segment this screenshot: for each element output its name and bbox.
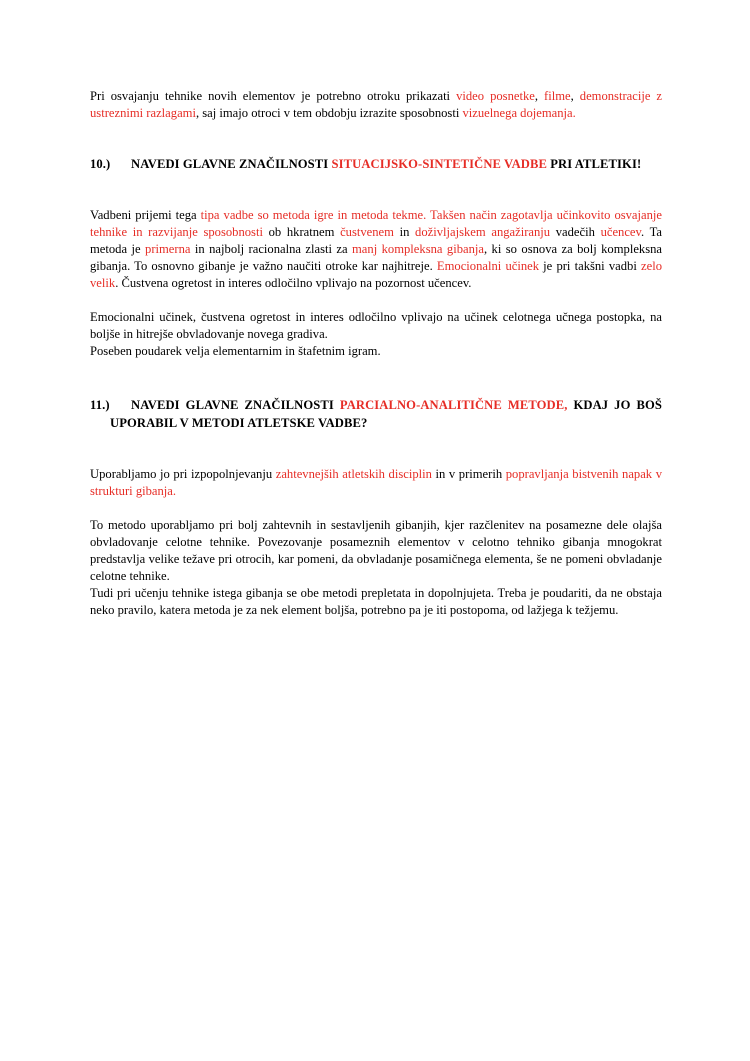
text-run: Pri osvajanju tehnike novih elementov je potrebno otroku prikazati xyxy=(90,89,457,103)
text-run: NAVEDI GLAVNE ZNAČILNOSTI xyxy=(131,398,340,413)
spacer xyxy=(90,445,662,466)
spacer xyxy=(90,122,662,143)
text-run: NAVEDI GLAVNE ZNAČILNOSTI xyxy=(131,156,332,171)
text-run: To metodo uporabljamo pri bolj zahtevnih in sestavljenih gibanjih, kjer razčlenitev na posamezne dele olajša obvladovanje celotne tehnike. Povezovanje posameznih elementov v celotno tehniko gibanja mnogokrat predstavlja velike težave pri otrocih, kar pomeni, da obvladanje posamičnega elementa, še ne pomeni obvladanje celotne tehnike. xyxy=(90,517,662,583)
text-run: Emocionalni učinek, čustvena ogretost in interes odločilno vplivajo na učinek celotnega učnega postopka, na boljše in hitrejše obvladovanje novega gradiva. xyxy=(90,310,662,342)
highlighted-text-run: vizuelnega dojemanja. xyxy=(462,106,576,121)
highlighted-text-run: zahtevnejših atletskih disciplin xyxy=(275,466,432,481)
highlighted-text-run: PARCIALNO-ANALITIČNE METODE, xyxy=(339,398,568,413)
text-run: Uporabljamo jo pri izpopolnjevanju xyxy=(90,466,276,481)
text-run: PRI ATLETIKI! xyxy=(547,156,642,171)
answer-paragraph-11-extra-2 xyxy=(90,585,662,619)
text-run: Vadbeni prijemi tega xyxy=(90,207,201,222)
intro-paragraph xyxy=(90,88,662,122)
question-number-11: 11.) xyxy=(90,398,110,413)
highlighted-text-run: učencev xyxy=(600,224,641,239)
highlighted-text-run: tipa vadbe so metoda igre in metoda tekme. Takšen način zagotavlja učinkovito osvajanje tehnike in razvijanje sposobnosti xyxy=(90,207,662,239)
answer-paragraph-10-main xyxy=(90,207,662,292)
highlighted-text-run: čustvenem xyxy=(340,224,394,239)
answer-paragraph-10-extra-1 xyxy=(90,309,662,343)
text-run: in v primerih xyxy=(431,466,506,481)
text-run: Tudi pri učenju tehnike istega gibanja se obe metodi prepletata in dopolnjujeta. Treba je poudariti, da ne obstaja neko pravilo, katera metoda je za nek element boljša, potrebno pa je iti postopoma, od lažjega k težjemu. xyxy=(90,586,662,618)
highlighted-text-run: demonstracije z ustreznimi razlagami xyxy=(90,89,663,121)
question-heading-11-text xyxy=(110,398,662,429)
document-content xyxy=(90,88,662,619)
text-run: KDAJ JO BOŠ UPORABIL V METODI ATLETSKE VADBE? xyxy=(110,398,662,430)
text-run: , xyxy=(534,89,545,103)
text-run: Poseben poudarek velja elementarnim in štafetnim igram. xyxy=(90,344,381,359)
answer-paragraph-11-extra-1 xyxy=(90,517,662,585)
highlighted-text-run: popravljanja bistvenih napak v strukturi gibanja. xyxy=(90,466,662,498)
text-run: ob hkratnem xyxy=(262,224,341,239)
highlighted-text-run: manj kompleksna gibanja xyxy=(352,241,484,256)
answer-paragraph-10-extra-2 xyxy=(90,343,662,360)
highlighted-text-run: zelo velik xyxy=(90,259,662,291)
question-heading-11 xyxy=(90,397,662,432)
highlighted-text-run: doživljajskem angažiranju xyxy=(415,224,551,239)
highlighted-text-run: SITUACIJSKO-SINTETIČNE VADBE xyxy=(331,156,547,171)
highlighted-text-run: filme xyxy=(544,89,571,103)
text-run: in xyxy=(393,224,416,239)
text-run: , xyxy=(570,89,580,103)
highlighted-text-run: primerna xyxy=(145,241,191,256)
text-run: je pri takšni vadbi xyxy=(539,259,642,274)
text-run: , saj imajo otroci v tem obdobju izrazite sposobnosti xyxy=(195,106,463,121)
highlighted-text-run: Emocionalni učinek xyxy=(436,259,540,274)
spacer xyxy=(90,292,662,309)
question-heading-10 xyxy=(90,156,662,173)
spacer xyxy=(90,361,662,385)
text-run: . Čustvena ogretost in interes odločilno vplivajo na pozornost učencev. xyxy=(115,276,472,291)
spacer xyxy=(90,186,662,207)
text-run: in najbolj racionalna zlasti za xyxy=(190,241,353,256)
highlighted-text-run: video posnetke xyxy=(456,89,535,103)
text-run: . Ta metoda je xyxy=(90,224,662,256)
spacer xyxy=(90,500,662,517)
question-heading-10-text xyxy=(131,157,641,171)
text-run: , ki so osnova za bolj kompleksna gibanja. To osnovno gibanje je važno naučiti otroke kar najhitreje. xyxy=(90,241,662,274)
question-number-10: 10.) xyxy=(90,156,111,171)
text-run: vadečih xyxy=(550,224,601,239)
answer-paragraph-11-main xyxy=(90,466,662,500)
